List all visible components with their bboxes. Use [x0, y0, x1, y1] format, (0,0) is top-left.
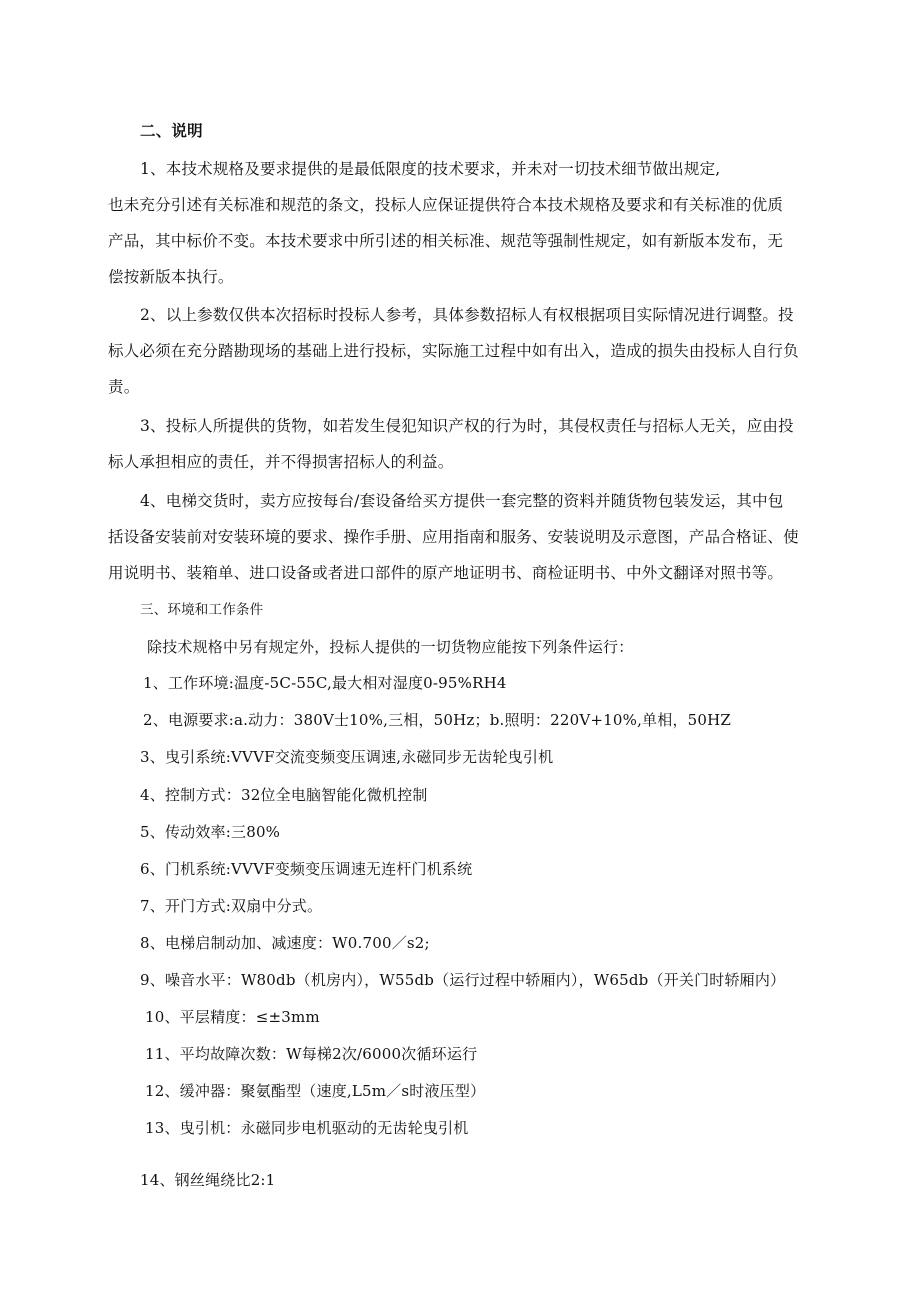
condition-item: 1、工作环境:温度-5C-55C,最大相对湿度0-95%RH4 — [143, 674, 507, 692]
condition-item: 10、平层精度：≤±3mm — [145, 1008, 320, 1026]
condition-item: 8、电梯启制动加、减速度：W0.700／s2; — [140, 934, 430, 952]
condition-item: 5、传动效率:三80% — [140, 823, 281, 841]
paragraph-2-line-2: 标人必须在充分踏勘现场的基础上进行投标，实际施工过程中如有出入，造成的损失由投标人自行负 — [108, 342, 799, 360]
paragraph-4-line-3: 用说明书、装箱单、进口设备或者进口部件的原产地证明书、商检证明书、中外文翻译对照书等。 — [108, 564, 784, 582]
section-heading-description: 二、说明 — [140, 122, 203, 140]
condition-item: 3、曳引系统:VVVF交流变频变压调速,永磁同步无齿轮曳引机 — [140, 748, 554, 766]
condition-item: 6、门机系统:VVVF变频变压调速无连杆门机系统 — [140, 860, 473, 878]
paragraph-2-line-3: 责。 — [108, 378, 140, 396]
condition-item: 9、噪音水平：W80db（机房内），W55db（运行过程中轿厢内），W65db（开关门时轿厢内） — [140, 971, 786, 989]
condition-item: 14、钢丝绳绕比2:1 — [140, 1171, 276, 1189]
paragraph-4-line-2: 括设备安装前对安装环境的要求、操作手册、应用指南和服务、安装说明及示意图，产品合格证、使 — [108, 528, 799, 546]
section-heading-environment: 三、环境和工作条件 — [140, 602, 264, 618]
paragraph-3-line-1: 3、投标人所提供的货物，如若发生侵犯知识产权的行为时，其侵权责任与招标人无关，应由投 — [140, 417, 794, 435]
paragraph-1-line-3: 产品，其中标价不变。本技术要求中所引述的相关标准、规范等强制性规定，如有新版本发布，无 — [108, 232, 784, 250]
paragraph-2-line-1: 2、以上参数仅供本次招标时投标人参考，具体参数招标人有权根据项目实际情况进行调整。投 — [140, 306, 794, 324]
condition-item: 13、曳引机：永磁同步电机驱动的无齿轮曳引机 — [145, 1119, 469, 1137]
paragraph-1-line-1: 1、本技术规格及要求提供的是最低限度的技术要求，并未对一切技术细节做出规定, — [140, 160, 721, 178]
condition-item: 4、控制方式：32位全电脑智能化微机控制 — [140, 786, 428, 804]
paragraph-1-line-4: 偿按新版本执行。 — [108, 268, 234, 286]
paragraph-4-line-1: 4、电梯交货时，卖方应按每台/套设备给买方提供一套完整的资料并随货物包装发运，其中包 — [140, 492, 784, 510]
paragraph-1-line-2: 也未充分引述有关标准和规范的条文，投标人应保证提供符合本技术规格及要求和有关标准的优质 — [108, 196, 784, 214]
environment-intro: 除技术规格中另有规定外，投标人提供的一切货物应能按下列条件运行： — [147, 638, 634, 656]
condition-item: 12、缓冲器：聚氨酯型（速度,L5m／s时液压型） — [145, 1082, 486, 1100]
condition-item: 7、开门方式:双扇中分式。 — [140, 897, 323, 915]
paragraph-3-line-2: 标人承担相应的责任，并不得损害招标人的利益。 — [108, 453, 454, 471]
condition-item: 11、平均故障次数：W每梯2次/6000次循环运行 — [145, 1045, 478, 1063]
condition-item: 2、电源要求:a.动力：380V士10%,三相，50Hz；b.照明：220V+10%,单相，50HZ — [143, 711, 732, 729]
